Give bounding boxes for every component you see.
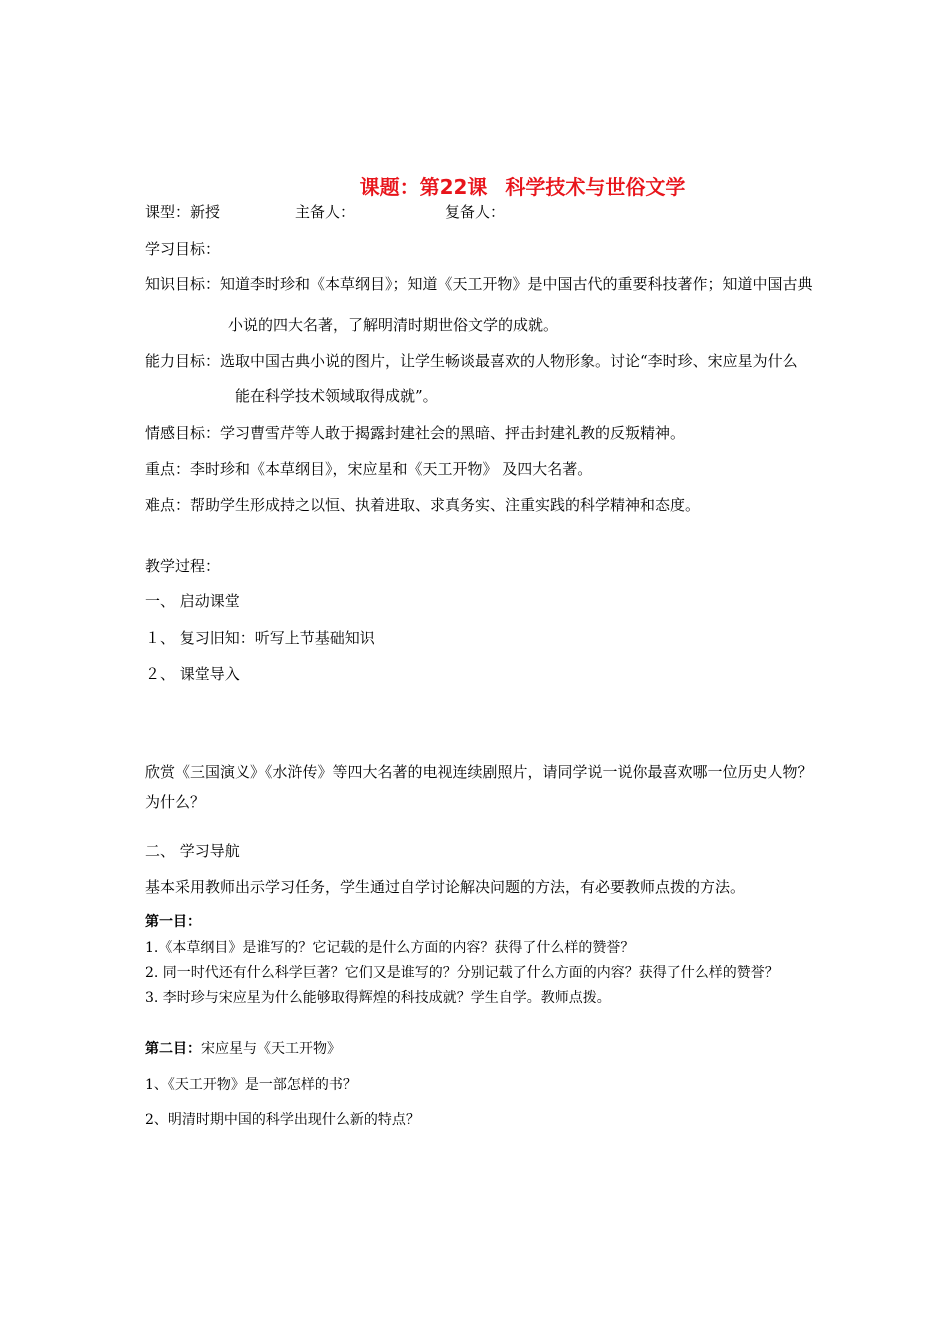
part1-question1: 1.《本草纲目》是谁写的？它记载的是什么方面的内容？获得了什么样的赞誉？ [145, 940, 635, 956]
main-preparer: 主备人： [295, 203, 356, 221]
section1-item1: １、 复习旧知：听写上节基础知识 [145, 629, 375, 647]
section2-heading: 二、 学习导航 [145, 842, 240, 860]
section1-heading: 一、 启动课堂 [145, 592, 240, 610]
lesson-title [0, 174, 950, 200]
part2-heading-line [145, 1039, 341, 1059]
section2-intro: 基本采用教师出示学习任务，学生通过自学讨论解决问题的方法，有必要教师点拨的方法。 [145, 878, 746, 896]
part1-question2: 2. 同一时代还有什么科学巨著？它们又是谁写的？分别记载了什么方面的内容？获得了什么样的赞誉？ [145, 965, 779, 981]
lesson-title-name: 科学技术与世俗文学 [505, 175, 686, 199]
process-heading: 教学过程： [145, 557, 221, 575]
part2-question1: 1、《天工开物》是一部怎样的书？ [145, 1077, 357, 1093]
section1-item2: ２、 课堂导入 [145, 665, 240, 683]
goals-heading: 学习目标： [145, 240, 221, 258]
part2-heading-rest: 宋应星与《天工开物》 [201, 1041, 341, 1057]
knowledge-goal-line2: 小说的四大名著，了解明清时期世俗文学的成就。 [228, 316, 559, 334]
part1-heading: 第一目： [145, 914, 201, 930]
key-point: 重点：李时珍和《本草纲目》，宋应星和《天工开物》 及四大名著。 [145, 460, 593, 478]
knowledge-goal-line1: 知识目标：知道李时珍和《本草纲目》；知道《天工开物》是中国古代的重要科技著作；知道中国古典 [145, 275, 813, 293]
emotion-goal: 情感目标：学习曹雪芹等人敢于揭露封建社会的黑暗、抨击封建礼教的反叛精神。 [145, 424, 686, 442]
part2-question2: 2、明清时期中国的科学出现什么新的特点？ [145, 1112, 420, 1128]
part1-question3: 3. 李时珍与宋应星为什么能够取得辉煌的科技成就？学生自学。教师点拨。 [145, 990, 611, 1006]
ability-goal-line2: 能在科学技术领域取得成就”。 [235, 387, 438, 405]
part2-heading: 第二目： [145, 1041, 201, 1057]
appreciate-line2: 为什么？ [145, 793, 206, 811]
ability-goal-line1: 能力目标：选取中国古典小说的图片，让学生畅谈最喜欢的人物形象。讨论“李时珍、宋应星为什么 [145, 352, 798, 370]
lesson-type: 课型：新授 [145, 203, 221, 221]
appreciate-line1: 欣赏《三国演义》《水浒传》等四大名著的电视连续剧照片，请同学说一说你最喜欢哪一位历史人物？ [145, 763, 813, 781]
lesson-meta [145, 202, 505, 222]
difficult-point: 难点：帮助学生形成持之以恒、执着进取、求真务实、注重实践的科学精神和态度。 [145, 496, 701, 514]
lesson-title-label: 课题：第22课 [359, 175, 488, 199]
co-preparer: 复备人： [445, 203, 506, 221]
